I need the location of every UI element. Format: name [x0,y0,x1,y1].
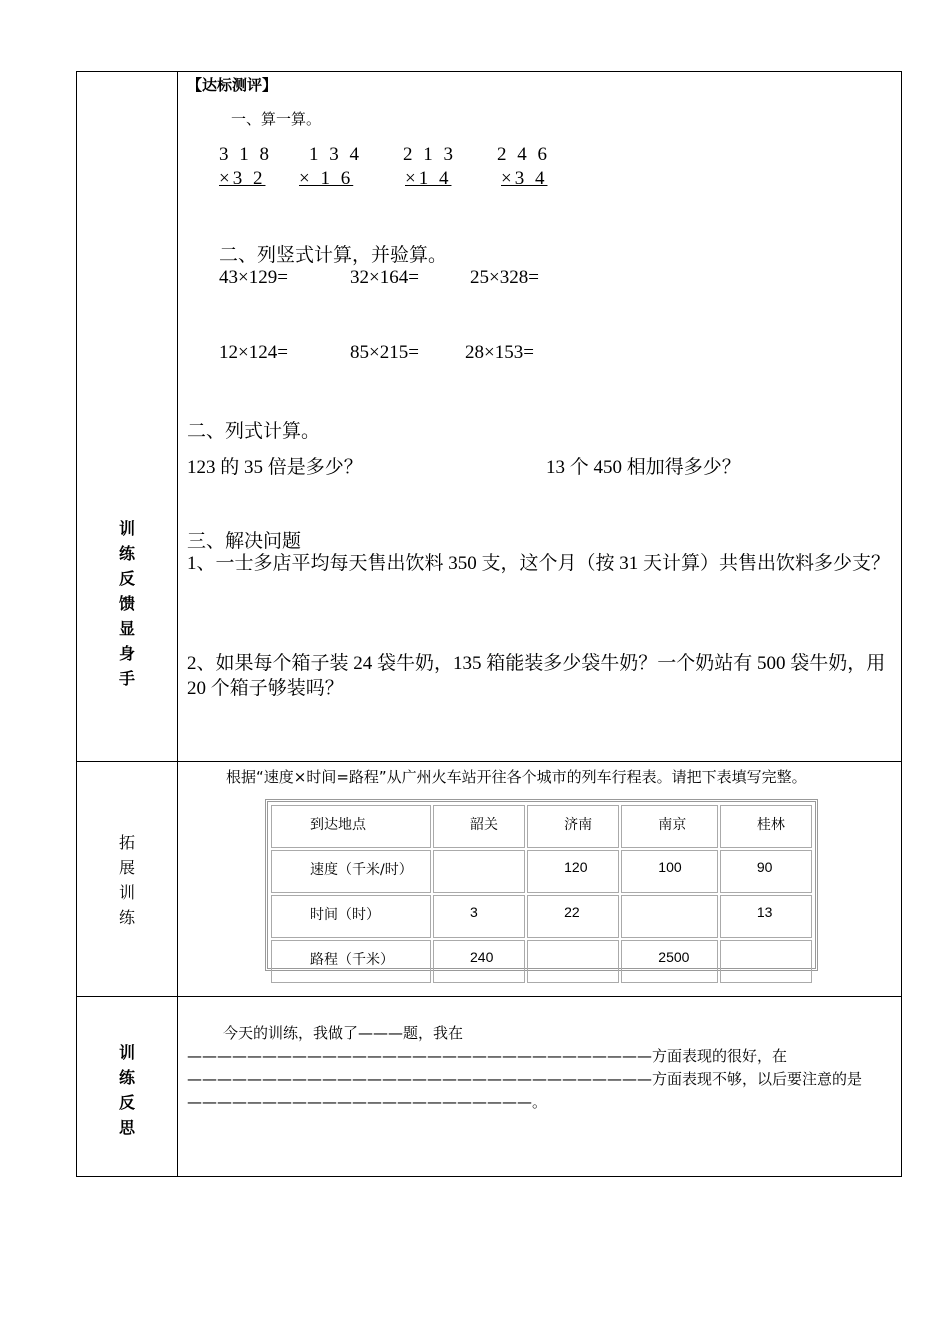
section-title: 【达标测评】 [187,76,278,94]
table-header-cell: 桂林 [720,805,812,848]
equation: 43×129= [219,267,288,288]
equation: 12×124= [219,342,288,363]
table-header-cell: 韶关 [433,805,525,848]
extension-intro: 根据“速度×时间=路程”从广州火车站开往各个城市的列车行程表。请把下表填写完整。 [226,768,807,786]
table-cell: 13 [720,895,812,938]
question-1-title: 一、算一算。 [231,110,322,128]
table-cell [621,895,718,938]
table-cell: 2500 [621,940,718,983]
multiplier: × 1 6 [299,168,354,189]
question-4-title: 三、解决问题 [187,531,302,552]
table-header-cell: 南京 [621,805,718,848]
equation: 25×328= [470,267,539,288]
table-header-row [271,805,812,848]
side-label-reflection: 训 练 反 思 [118,1043,135,1137]
side-label-extension-training: 拓 展 训 练 [118,833,135,927]
table-cell: 120 [527,850,619,893]
equation: 32×164= [350,267,419,288]
table-header-cell: 济南 [527,805,619,848]
table-cell: 90 [720,850,812,893]
table-cell: 240 [433,940,525,983]
table-cell: 100 [621,850,718,893]
equation: 85×215= [350,342,419,363]
question-2-title: 二、列竖式计算，并验算。 [219,245,448,266]
multiplicand: 1 3 4 [309,144,362,165]
row-divider [77,996,901,997]
question-3b: 13 个 450 相加得多少？ [546,457,741,478]
table-cell: 速度（千米/时） [271,850,431,893]
multiplier: ×1 4 [405,168,452,189]
column-divider [177,72,178,1176]
equation: 28×153= [465,342,534,363]
table-cell [433,850,525,893]
table-cell: 路程（千米） [271,940,431,983]
table-cell: 3 [433,895,525,938]
word-problem-1: 1、一士多店平均每天售出饮料 350 支，这个月（按 31 天计算）共售出饮料多少支？ [187,553,891,574]
train-schedule-table [265,799,818,971]
row-divider [77,761,901,762]
reflection-text: 今天的训练，我做了———题，我在———————————————————————————————方面表现的很好，在———————————————————————————————方面表现不够，以后要注意的是———————————————————————。 [187,1024,863,1111]
multiplicand: 2 1 3 [403,144,456,165]
table-row [271,895,812,938]
multiplier: ×3 2 [219,168,266,189]
word-problem-2: 2、如果每个箱子装 24 袋牛奶，135 箱能装多少袋牛奶？一个奶站有 500 袋牛奶，用 20 个箱子够装吗？ [187,653,886,699]
multiplier: ×3 4 [501,168,548,189]
table-cell [720,940,812,983]
multiplicand: 2 4 6 [497,144,550,165]
question-3-title: 二、列式计算。 [187,421,321,442]
table-cell [527,940,619,983]
table-cell: 22 [527,895,619,938]
multiplicand: 3 1 8 [219,144,272,165]
table-row [271,940,812,983]
worksheet-table [76,71,902,1177]
side-label-training-feedback: 训 练 反 馈 显 身 手 [118,519,135,688]
table-row [271,850,812,893]
table-header-cell: 到达地点 [271,805,431,848]
question-3a: 123 的 35 倍是多少？ [187,457,363,478]
table-cell: 时间（时） [271,895,431,938]
